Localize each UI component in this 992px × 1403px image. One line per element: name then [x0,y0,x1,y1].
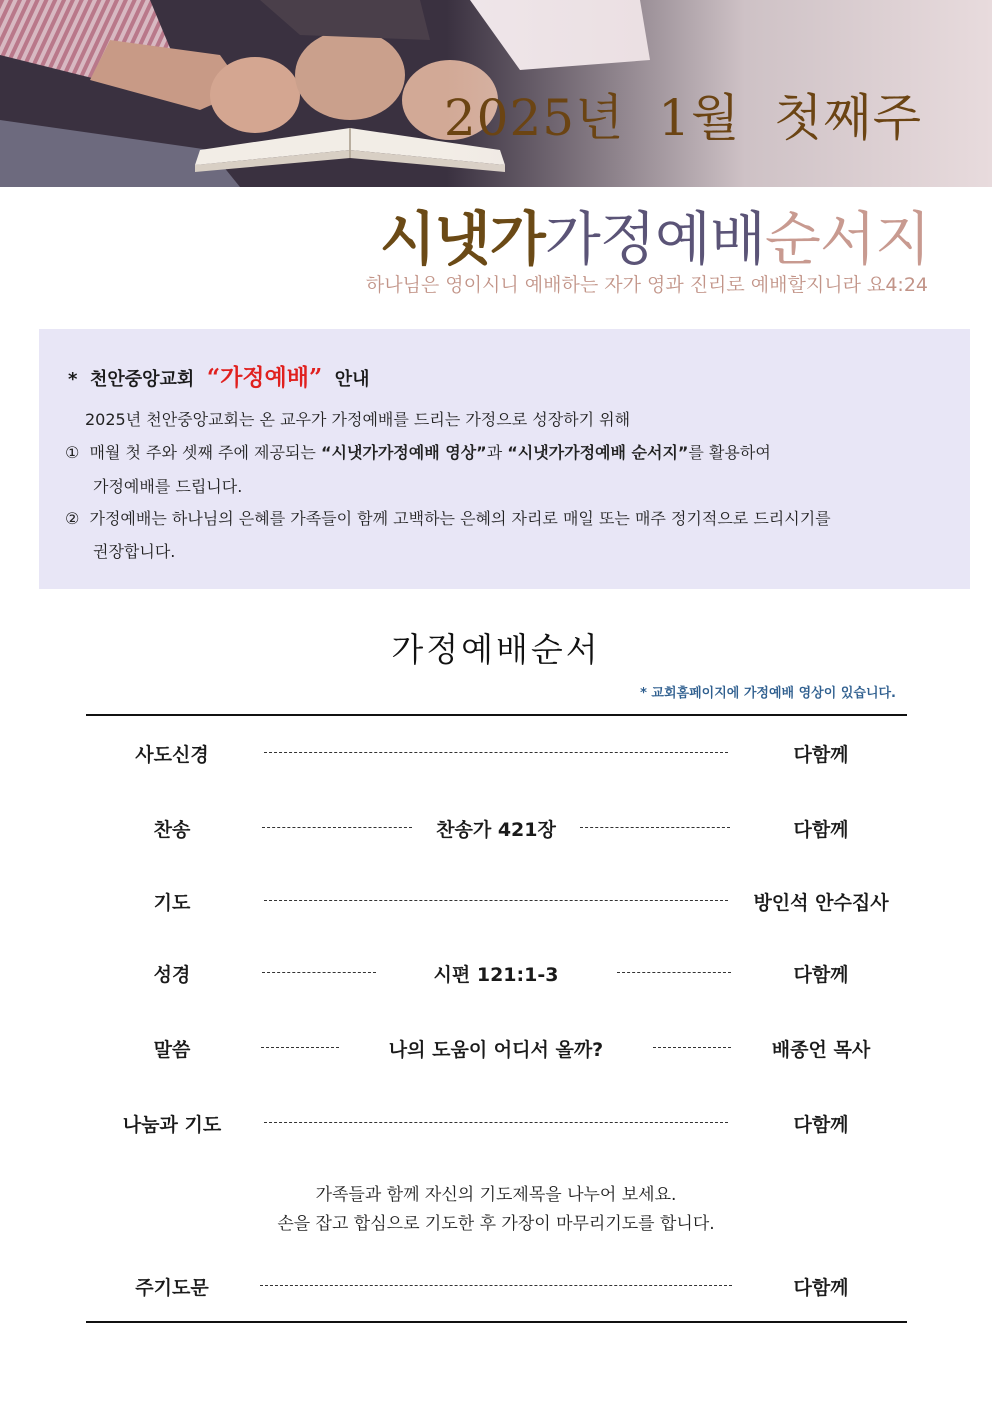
notice-heading [68,359,370,392]
row-leader [653,1047,731,1048]
item1-text-e: 를 활용하여 [688,443,771,462]
title-part1: 시냇가 [379,205,545,273]
row-label: 주기도문 [135,1277,209,1299]
row-content: 나의 도움이 어디서 올까? [388,1039,604,1061]
row-content: 찬송가 421장 [436,819,556,841]
bottom-rule [86,1321,907,1323]
row-label: 나눔과 기도 [122,1114,222,1136]
row-leader-name: 다함께 [793,964,849,986]
notice-item-2-cont: 권장합니다. [93,542,176,561]
item1-text-c: 과 [486,443,503,462]
row-leader [617,972,731,973]
order-row-lords-prayer [0,1269,992,1301]
row-leader-name: 다함께 [793,819,849,841]
order-row-sharing [0,1106,992,1138]
notice-highlight: “가정예배” [206,364,323,391]
sharing-instruction-2: 손을 잡고 합심으로 기도한 후 가장이 마무리기도를 합니다. [277,1214,715,1234]
row-leader [264,1122,728,1123]
notice-item-1 [65,440,771,463]
order-row-creed [0,736,992,768]
bible-verse: 하나님은 영이시니 예배하는 자가 영과 진리로 예배할지니라 요4:24 [365,274,928,296]
notice-intro: 2025년 천안중앙교회는 온 교우가 가정예배를 드리는 가정으로 성장하기 위해 [85,410,631,429]
row-label: 기도 [153,892,191,914]
item2-number: ② [65,509,80,528]
row-label: 말씀 [153,1039,191,1061]
notice-box [39,329,970,589]
item1-number: ① [65,443,80,462]
header-banner [0,0,992,187]
title-part3: 순서지 [764,205,930,273]
row-leader [580,827,730,828]
row-leader [264,752,728,753]
church-name: 천안중앙교회 [89,369,195,390]
item1-sheet-name: “시냇가가정예배 순서지” [507,443,689,462]
order-row-prayer [0,884,992,916]
row-leader-name: 다함께 [793,1277,849,1299]
row-leader-name: 방인석 안수집사 [753,892,889,914]
row-leader [264,900,728,901]
row-label: 사도신경 [135,744,209,766]
row-label: 찬송 [153,819,191,841]
sharing-instruction-1: 가족들과 함께 자신의 기도제목을 나누어 보세요. [315,1185,677,1205]
order-row-sermon [0,1031,992,1063]
order-row-hymn [0,811,992,843]
item2-text: 가정예배는 하나님의 은혜를 가족들이 함께 고백하는 은혜의 자리로 매일 또는 매주 정기적으로 드리시기를 [89,509,831,528]
page-title [380,192,930,276]
row-leader-name: 다함께 [793,744,849,766]
notice-bullet: * [68,369,78,390]
notice-item-1-cont: 가정예배를 드립니다. [93,477,243,496]
row-leader-name: 배종언 목사 [771,1039,871,1061]
top-rule [86,714,907,716]
item1-text-a: 매월 첫 주와 셋째 주에 제공되는 [89,443,316,462]
week-title: 2025년 1월 첫째주 [443,89,922,147]
row-content: 시편 121:1-3 [433,964,559,986]
notice-item-2 [65,506,831,529]
title-part2: 가정예배 [544,205,765,273]
row-leader-name: 다함께 [793,1114,849,1136]
video-note: * 교회홈페이지에 가정예배 영상이 있습니다. [640,686,896,701]
item1-video-name: “시냇가가정예배 영상” [320,443,487,462]
notice-suffix: 안내 [334,369,370,390]
order-title: 가정예배순서 [391,630,601,669]
row-label: 성경 [153,964,191,986]
order-row-scripture [0,956,992,988]
row-leader [260,1285,732,1286]
